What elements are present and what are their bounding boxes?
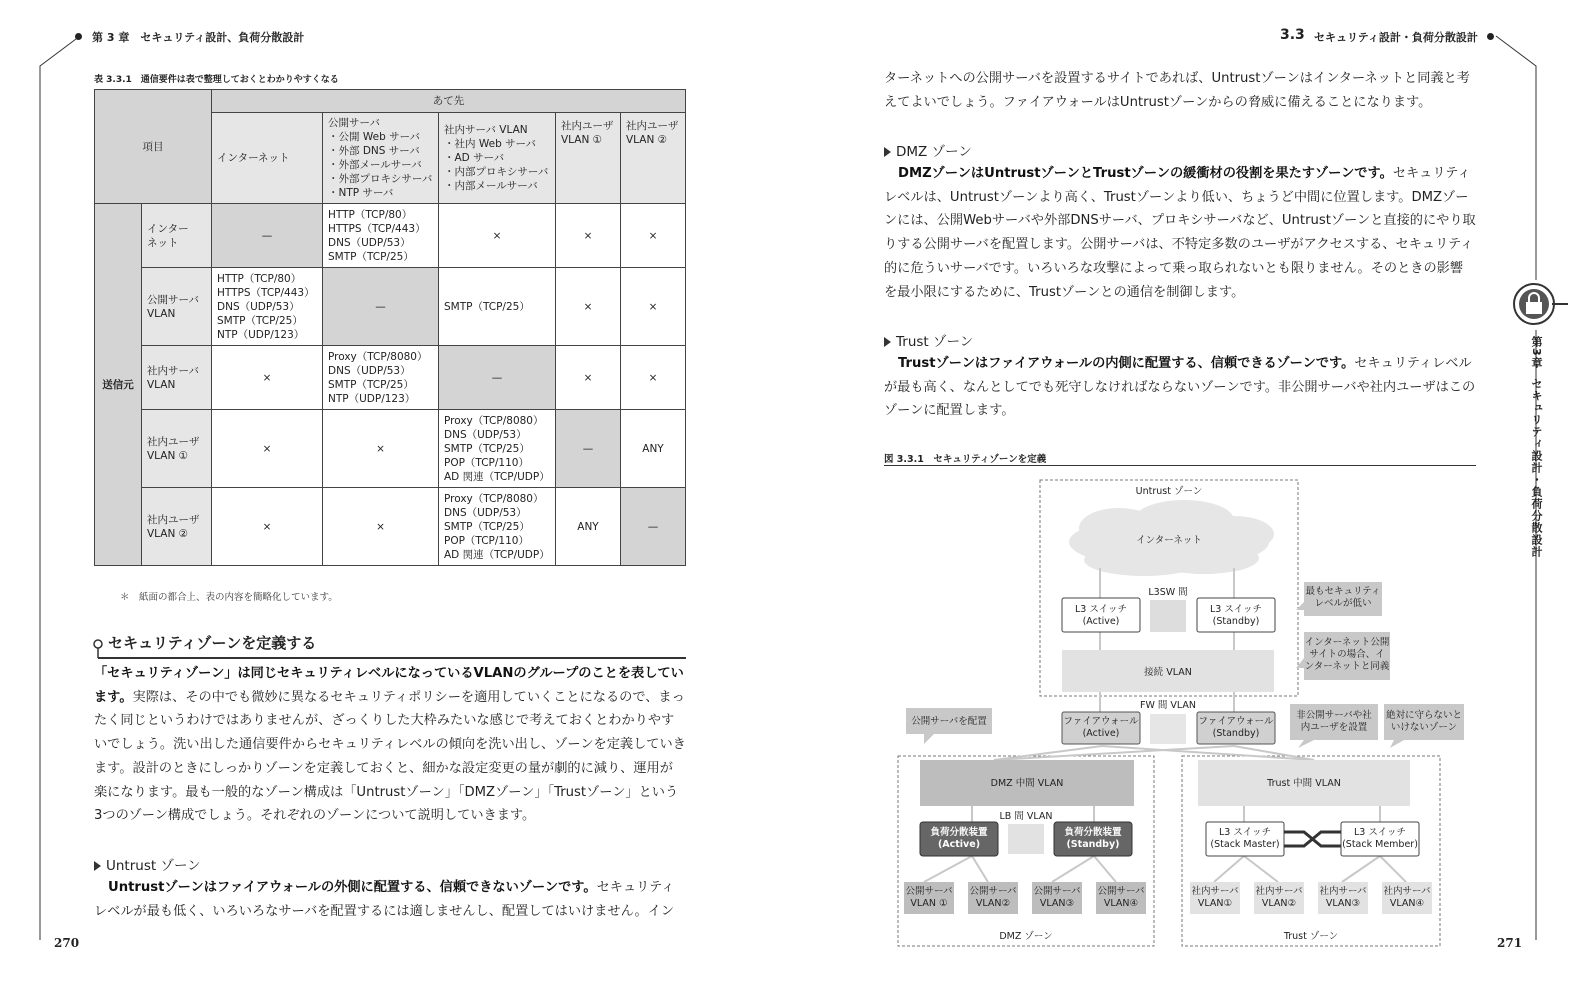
untrust-paragraph xyxy=(94,876,686,923)
table-cell: × xyxy=(212,488,323,566)
side-title-label: セキュリティ設計・負荷分散設計 xyxy=(1530,378,1543,558)
paragraph-body: セキュリティレベルが最も低く、いろいろなサーバを配置するには適しませんし、配置してはいけません。イン xyxy=(94,880,675,919)
figure-caption-rule xyxy=(884,465,1476,466)
table-cell: Proxy（TCP/8080） DNS（UDP/53） SMTP（TCP/25） POP（TCP/110） AD 関連（TCP/UDP） xyxy=(439,410,556,488)
column-header: インターネット xyxy=(212,113,323,204)
header-dot-right xyxy=(1487,33,1494,40)
paragraph-lead: DMZゾーンはUntrustゾーンとTrustゾーンの緩衝材の役割を果たすゾーンです。 xyxy=(898,166,1393,181)
public-server-vlan-label: 公開サーバ VLAN④ xyxy=(1097,886,1145,909)
firewall-standby-label: ファイアウォール(Standby) xyxy=(1198,716,1274,739)
internal-server-vlan-label: 社内サーバ VLAN③ xyxy=(1319,886,1367,909)
security-zone-diagram xyxy=(884,472,1476,952)
column-header: 公開サーバ ・公開 Web サーバ ・外部 DNS サーバ ・外部メールサーバ ・外部プロキシサーバ ・NTP サーバ xyxy=(323,113,439,204)
paragraph-body: セキュリティレベルが最も高く、なんとしてでも死守しなければならないゾーンです。非公開サーバや社内ユーザはこのゾーンに配置します。 xyxy=(884,356,1476,419)
table-cell: ANY xyxy=(556,488,621,566)
callout-protect xyxy=(1384,704,1464,748)
lb-between-vlan xyxy=(1008,824,1044,854)
table-cell: SMTP（TCP/25） xyxy=(439,268,556,346)
trust-mid-vlan-label: Trust 中間 VLAN xyxy=(1267,778,1341,789)
bullet-icon xyxy=(884,147,891,157)
public-server-vlan-label: 公開サーバ VLAN③ xyxy=(1033,886,1081,909)
fw-between-vlan xyxy=(1150,714,1186,744)
lb-between-label: LB 間 VLAN xyxy=(999,811,1053,822)
column-header: 社内ユーザ VLAN ① xyxy=(556,113,621,204)
table-cell: × xyxy=(556,346,621,410)
trust-heading xyxy=(884,330,973,350)
paragraph-lead: 「セキュリティゾーン」は同じセキュリティレベルになっているVLANのグループのことを表しています。 xyxy=(94,666,684,705)
l3-switch-active-label: L3 スイッチ(Active) xyxy=(1075,604,1127,627)
table-cell: × xyxy=(556,204,621,268)
row-label: インター ネット xyxy=(142,204,212,268)
row-label: 社内ユーザ VLAN ① xyxy=(142,410,212,488)
l3-switch-standby-label: L3 スイッチ(Standby) xyxy=(1210,604,1262,627)
callout-lowest-text: 最もセキュリティレベルが低い xyxy=(1305,586,1381,609)
firewall-active-label: ファイアウォール(Active) xyxy=(1063,716,1139,739)
column-header: 社内ユーザ VLAN ② xyxy=(621,113,686,204)
continued-paragraph: ターネットへの公開サーバを設置するサイトであれば、Untrustゾーンはインターネットと同義と考えてよいでしょう。ファイアウォールはUntrustゾーンからの脅威に備えることになります。 xyxy=(884,71,1470,110)
row-label: 社内ユーザ VLAN ② xyxy=(142,488,212,566)
paragraph-body: セキュリティレベルは、Untrustゾーンより高く、Trustゾーンより低い、ちょうど中間に位置します。DMZゾーンには、公開Webサーバや外部DNSサーバ、プロキシサーバなど、Untrustゾーンと直接的にやり取りする公開サーバを配置します。公開サーバは、不特定多数のユーザがアクセスする、セキュリティ的に危ういサーバです。いろいろな攻撃によって乗っ取られないとも限りません。そのときの影響を最小限にするために、Trustゾーンとの通信を制御します。 xyxy=(884,166,1476,300)
header-dot-left xyxy=(75,33,82,40)
table-cell: ANY xyxy=(621,410,686,488)
table-caption: 表 3.3.1 通信要件は表で整理しておくとわかりやすくなる xyxy=(94,75,339,85)
table-cell: × xyxy=(212,410,323,488)
figure-caption: 図 3.3.1 セキュリティゾーンを定義 xyxy=(884,454,1047,465)
internal-server-vlan-label: 社内サーバ VLAN④ xyxy=(1383,886,1431,909)
table-cell: × xyxy=(556,268,621,346)
section-title: セキュリティゾーンを定義する xyxy=(108,634,317,652)
table-cell: × xyxy=(621,204,686,268)
table-cell: HTTP（TCP/80） HTTPS（TCP/443） DNS（UDP/53） SMTP（TCP/25） NTP（UDP/123） xyxy=(212,268,323,346)
section-heading xyxy=(92,632,688,660)
chapter-header: 第 3 章 セキュリティ設計、負荷分散設計 xyxy=(92,31,305,44)
table-cell: — xyxy=(212,204,323,268)
trust-zone-label: Trust ゾーン xyxy=(1283,931,1339,942)
table-cell: Proxy（TCP/8080） DNS（UDP/53） SMTP（TCP/25） POP（TCP/110） AD 関連（TCP/UDP） xyxy=(439,488,556,566)
table-cell: × xyxy=(439,204,556,268)
section-header: セキュリティ設計・負荷分散設計 xyxy=(1314,31,1478,44)
table-cell: Proxy（TCP/8080） DNS（UDP/53） SMTP（TCP/25） NTP（UDP/123） xyxy=(323,346,439,410)
public-server-vlan-label: 公開サーバ VLAN ① xyxy=(905,886,953,909)
callout-nonpublic-text: 非公開サーバや社内ユーザを設置 xyxy=(1296,710,1372,733)
l3sw-between-label: L3SW 間 xyxy=(1148,587,1188,598)
dmz-mid-vlan-label: DMZ 中間 VLAN xyxy=(990,778,1064,789)
dmz-heading xyxy=(884,140,972,160)
l3-stack-master-label: L3 スイッチ(Stack Master) xyxy=(1210,827,1280,850)
table-corner: 項目 xyxy=(95,90,212,204)
src-header: 送信元 xyxy=(95,204,142,566)
table-note: ＊ 紙面の都合上、表の内容を簡略化しています。 xyxy=(120,592,338,603)
page-number-right: 271 xyxy=(1497,936,1523,950)
dmz-heading-label: DMZ ゾーン xyxy=(896,144,972,160)
callout-public-text: 公開サーバを配置 xyxy=(911,716,987,727)
table-cell: — xyxy=(439,346,556,410)
row-label: 社内サーバ VLAN xyxy=(142,346,212,410)
table-cell: × xyxy=(621,268,686,346)
callout-protect-text: 絶対に守らないといけないゾーン xyxy=(1385,710,1463,733)
lb-standby-label: 負荷分散装置(Standby) xyxy=(1064,827,1122,850)
untrust-heading-label: Untrust ゾーン xyxy=(106,858,201,874)
bullet-icon xyxy=(884,337,891,347)
table-cell: × xyxy=(323,410,439,488)
callout-public xyxy=(906,708,992,744)
table-cell: — xyxy=(621,488,686,566)
bullet-icon xyxy=(94,861,101,871)
stack-cable xyxy=(1284,832,1341,846)
section-number: 3.3 xyxy=(1280,27,1305,43)
security-zone-paragraph xyxy=(94,662,686,828)
paragraph-body: 実際は、その中でも微妙に異なるセキュリティポリシーを適用していくことになるので、まったく同じというわけではありませんが、ざっくりした大枠みたいな感じで考えておくとわかりやすいでしょう。洗い出した通信要件からセキュリティレベルの傾向を洗い出し、ゾーンを定義していきます。設計のときにしっかりゾーンを定義しておくと、細かな設定変更の量が劇的に減り、運用が楽になります。最も一般的なゾーン構成は「Untrustゾーン」「DMZゾーン」「Trustゾーン」という3つのゾーン構成でしょう。それぞれのゾーンについて説明していきます。 xyxy=(94,689,686,824)
dmz-paragraph xyxy=(884,162,1476,304)
callout-nonpublic xyxy=(1290,704,1378,748)
lb-active-label: 負荷分散装置(Active) xyxy=(930,827,988,850)
internal-server-vlan-label: 社内サーバ VLAN② xyxy=(1255,886,1303,909)
page-number-left: 270 xyxy=(54,936,80,950)
fw-between-label: FW 間 VLAN xyxy=(1139,700,1197,711)
table-cell: × xyxy=(621,346,686,410)
callout-internet-text: インターネット公開サイトの場合、インターネットと同義 xyxy=(1304,637,1390,672)
internal-server-vlan-label: 社内サーバ VLAN① xyxy=(1191,886,1239,909)
l3sw-between-vlan xyxy=(1150,600,1186,632)
table-cell: — xyxy=(556,410,621,488)
untrust-heading xyxy=(94,854,201,874)
trust-heading-label: Trust ゾーン xyxy=(896,334,974,350)
table-cell: × xyxy=(212,346,323,410)
trust-paragraph xyxy=(884,352,1476,423)
internet-label: インターネット xyxy=(1136,535,1202,546)
communication-requirements-table xyxy=(94,89,686,566)
side-chapter-label: 第3章 xyxy=(1530,336,1543,369)
paragraph-lead: Trustゾーンはファイアウォールの内側に配置する、信頼できるゾーンです。 xyxy=(898,356,1355,371)
l3-stack-member-label: L3 スイッチ(Stack Member) xyxy=(1342,827,1418,850)
public-server-vlan-label: 公開サーバ VLAN② xyxy=(969,886,1017,909)
column-header: 社内サーバ VLAN ・社内 Web サーバ ・AD サーバ ・内部プロキシサーバ ・内部メールサーバ xyxy=(439,113,556,204)
table-cell: HTTP（TCP/80） HTTPS（TCP/443） DNS（UDP/53） SMTP（TCP/25） xyxy=(323,204,439,268)
callout-lowest xyxy=(1296,582,1382,616)
lock-icon xyxy=(1510,280,1570,330)
untrust-zone-label: Untrust ゾーン xyxy=(1135,486,1203,497)
connect-vlan-label: 接続 VLAN xyxy=(1144,667,1192,678)
dest-header: あて先 xyxy=(212,90,686,113)
row-label: 公開サーバ VLAN xyxy=(142,268,212,346)
dmz-zone-label: DMZ ゾーン xyxy=(999,931,1053,942)
table-cell: — xyxy=(323,268,439,346)
paragraph-lead: Untrustゾーンはファイアウォールの外側に配置する、信頼できないゾーンです。 xyxy=(108,880,597,895)
table-cell: × xyxy=(323,488,439,566)
callout-internet xyxy=(1296,632,1390,680)
